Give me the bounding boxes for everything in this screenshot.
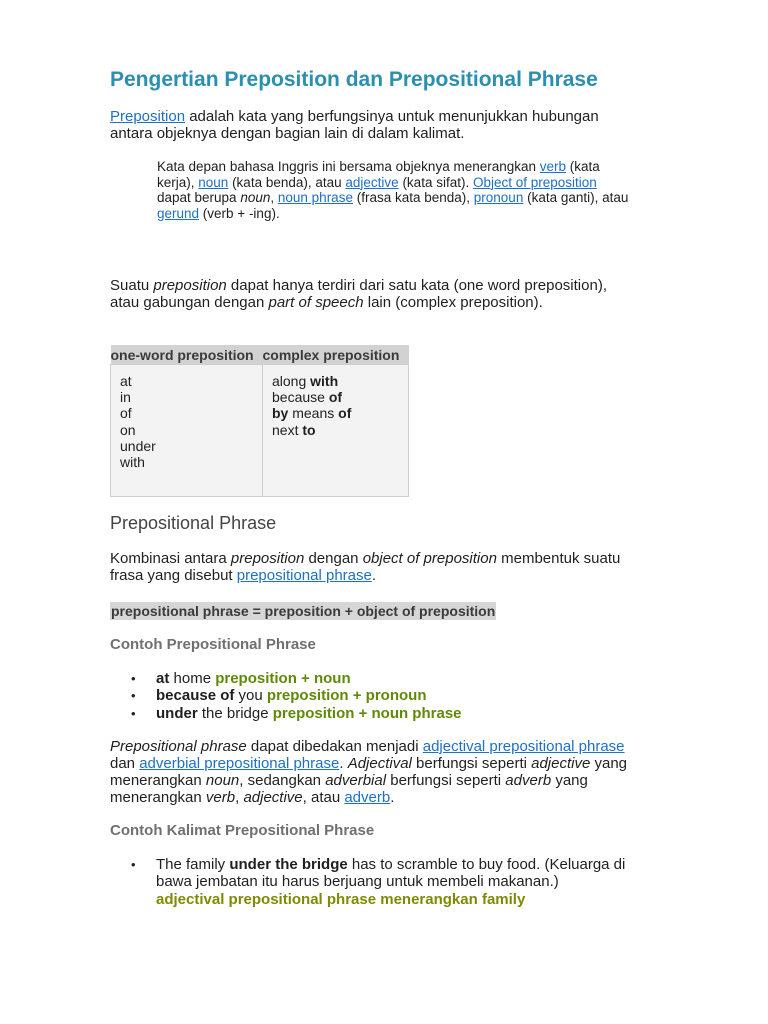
list-item: • The family under the bridge has to scramble to buy food. (Keluarga di bawa jembatan itu harus berjuang untuk membeli makanan.) adjectival prepositional phrase menerangkan family	[156, 856, 631, 908]
preposition-link[interactable]: Preposition	[110, 108, 186, 125]
table-header-row	[111, 345, 409, 365]
list-item: in	[120, 389, 131, 406]
formula-highlight: prepositional phrase = preposition + object of preposition	[111, 603, 496, 619]
adjective-link[interactable]: adjective	[345, 174, 399, 190]
list-item: • at home preposition + noun	[156, 670, 462, 687]
list-item: under	[120, 437, 156, 454]
adverbial-prepositional-phrase-link[interactable]: adverbial prepositional phrase	[139, 755, 340, 772]
noun-link[interactable]: noun	[198, 174, 229, 190]
complex-cell	[263, 365, 409, 497]
page-title: Pengertian Preposition dan Prepositional Phrase	[110, 68, 598, 91]
table-header-one-word: one-word preposition	[111, 345, 263, 365]
list-item: along with	[272, 373, 339, 389]
list-item: on	[120, 421, 136, 438]
list-item: because of	[272, 389, 343, 406]
preposition-table	[110, 345, 409, 497]
intro-paragraph: Preposition adalah kata yang berfungsinya untuk menunjukkan hubungan antara objeknya dengan bagian lain di dalam kalimat.	[110, 108, 599, 142]
list-item: • because of you preposition + pronoun	[156, 687, 462, 704]
sentences-heading: Contoh Kalimat Prepositional Phrase	[110, 822, 375, 839]
section-heading: Prepositional Phrase	[110, 513, 277, 533]
table-header-complex: complex preposition	[263, 345, 409, 365]
gerund-link[interactable]: gerund	[157, 205, 200, 221]
adverb-link[interactable]: adverb	[344, 789, 391, 806]
word-types-paragraph: Suatu preposition dapat hanya terdiri dari satu kata (one word preposition), atau gabungan dengan part of speech lain (complex preposition).	[110, 277, 607, 311]
examples-heading: Contoh Prepositional Phrase	[110, 636, 316, 653]
prepositional-phrase-link[interactable]: prepositional phrase	[236, 567, 372, 584]
adjectival-prepositional-phrase-link[interactable]: adjectival prepositional phrase	[422, 738, 625, 755]
table-row	[111, 365, 409, 497]
one-word-cell	[111, 365, 263, 497]
pronoun-link[interactable]: pronoun	[473, 190, 524, 205]
noun-phrase-link[interactable]: noun phrase	[277, 190, 353, 205]
list-item: of	[120, 405, 132, 422]
list-item: by means of	[272, 405, 352, 422]
list-item: at	[120, 373, 132, 389]
object-of-preposition-link[interactable]: Object of preposition	[472, 174, 597, 190]
types-paragraph: Prepositional phrase dapat dibedakan menjadi adjectival prepositional phrase dan adverbial prepositional phrase. Adjectival berfungsi seperti adjective yang menerangkan noun, sedangkan adverbial berfungsi seperti adverb yang menerangkan verb, adjective, atau adverb.	[110, 738, 628, 806]
sentences-list	[110, 856, 631, 908]
list-item: next to	[272, 421, 316, 438]
combination-paragraph: Kombinasi antara preposition dengan object of preposition membentuk suatu frasa yang disebut prepositional phrase.	[110, 550, 621, 584]
examples-list	[110, 670, 462, 722]
verb-link[interactable]: verb	[539, 159, 567, 174]
list-item: • under the bridge preposition + noun phrase	[156, 705, 462, 722]
definition-blockquote: Kata depan bahasa Inggris ini bersama objeknya menerangkan verb (kata kerja), noun (kata benda), atau adjective (kata sifat). Object of preposition dapat berupa noun, noun phrase (frasa kata benda), pronoun (kata ganti), atau gerund (verb + -ing).	[157, 159, 629, 221]
list-item: with	[120, 454, 145, 471]
